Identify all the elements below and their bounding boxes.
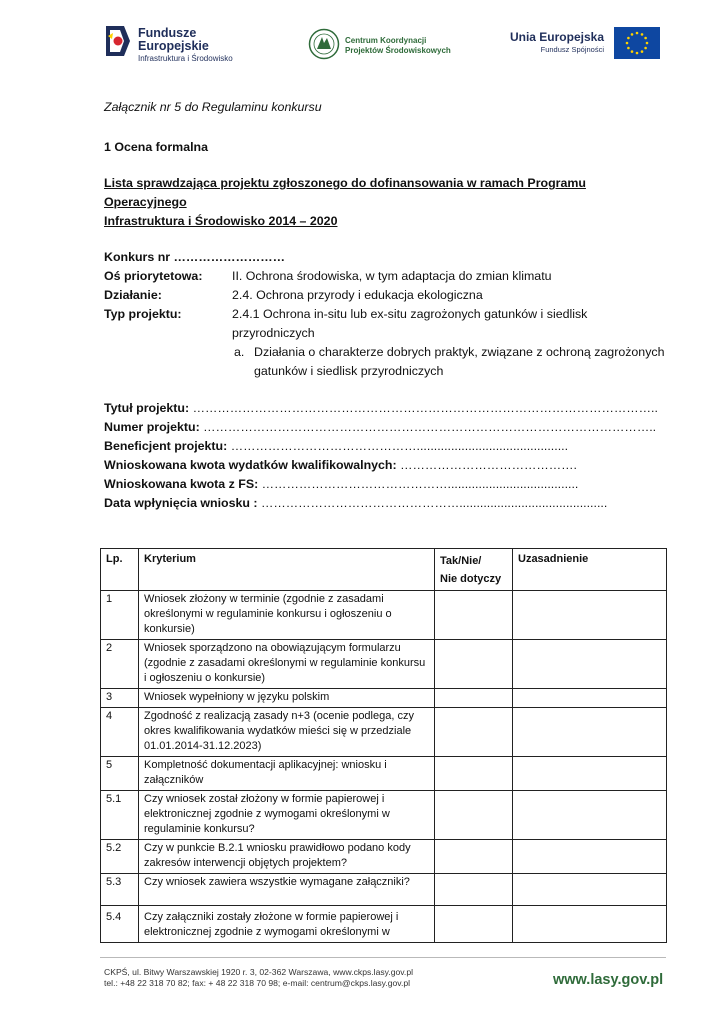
row-justification-cell[interactable] [513,840,667,874]
row-answer-cell[interactable] [435,906,513,943]
field-beneficjent-label: Beneficjent projektu: [104,439,228,453]
header-tak-nie [435,549,513,591]
table-header-row [101,549,667,591]
row-justification-cell[interactable] [513,640,667,689]
ue-subtitle: Fundusz Spójności [540,45,604,54]
eu-flag-icon [614,27,660,59]
footer-website-link[interactable]: www.lasy.gov.pl [553,972,664,988]
row-criterion: Wniosek sporządzono na obowiązującym formularzu (zgodnie z zasadami określonymi w regulaminie konkursu i ogłoszeniu o konkursie) [139,640,435,689]
header-tak-line-2: Nie dotyczy [440,573,502,585]
typ-label: Typ projektu: [104,307,182,321]
dzialanie-label: Działanie: [104,288,162,302]
table-row [101,689,667,708]
row-criterion: Czy wniosek został złożony w formie papierowej i elektronicznej zgodnie z wymogami określonymi w regulaminie konkursu? [139,791,435,840]
row-answer-cell[interactable] [435,840,513,874]
row-answer-cell[interactable] [435,689,513,708]
row-criterion: Wniosek złożony w terminie (zgodnie z zasadami określonymi w regulaminie konkursu i ogłoszeniu o konkursie) [139,591,435,640]
header-uzasadnienie: Uzasadnienie [513,549,667,591]
sub-item-text [254,343,664,381]
table-row [101,757,667,791]
field-kwota-fs-label: Wnioskowana kwota z FS: [104,477,259,491]
row-criterion: Kompletność dokumentacji aplikacyjnej: wniosku i załączników [139,757,435,791]
footer-line-1: CKPŚ, ul. Bitwy Warszawskiej 1920 r. 3, 02-362 Warszawa, www.ckps.lasy.gov.pl [104,967,414,977]
table-row [101,708,667,757]
field-numer-label: Numer projektu: [104,420,200,434]
fundusze-europejskie-logo [138,27,233,64]
fe-line-3: Infrastruktura i Środowisko [138,54,233,63]
row-answer-cell[interactable] [435,591,513,640]
sub-item-line-2: gatunków i siedlisk przyrodniczych [254,364,444,378]
row-lp: 2 [101,640,139,689]
row-lp: 5 [101,757,139,791]
table-row [101,906,667,943]
field-beneficjent [104,437,568,456]
os-value: II. Ochrona środowiska, w tym adaptacja do zmian klimatu [232,269,552,283]
header [0,0,725,80]
section-heading: 1 Ocena formalna [104,140,208,154]
table-row [101,840,667,874]
sub-item-marker: a. [234,345,245,359]
row-justification-cell[interactable] [513,591,667,640]
field-tytul [104,399,658,418]
fundusze-europejskie-flag-icon [104,22,134,60]
row-criterion: Wniosek wypełniony w języku polskim [139,689,435,708]
header-lp: Lp. [101,549,139,591]
ckps-line-2: Projektów Środowiskowych [345,46,451,55]
row-justification-cell[interactable] [513,757,667,791]
list-title-line-1: Lista sprawdzająca projektu zgłoszonego do dofinansowania w ramach Programu Operacyjnego [104,176,586,209]
dzialanie-value: 2.4. Ochrona przyrody i edukacja ekologiczna [232,288,483,302]
row-justification-cell[interactable] [513,708,667,757]
row-lp: 5.3 [101,874,139,906]
row-criterion: Zgodność z realizacją zasady n+3 (ocenie podlega, czy okres kwalifikowania wydatków mieści się w przedziale 01.01.2014-31.12.2023) [139,708,435,757]
row-lp: 4 [101,708,139,757]
row-justification-cell[interactable] [513,791,667,840]
field-numer [104,418,656,437]
table-row [101,791,667,840]
row-lp: 5.2 [101,840,139,874]
field-tytul-label: Tytuł projektu: [104,401,190,415]
row-lp: 3 [101,689,139,708]
header-tak-line-1: Tak/Nie/ [440,555,482,567]
unia-europejska-logo [500,30,604,56]
fe-line-1: Fundusze [138,26,197,40]
list-title [104,174,664,231]
konkurs-number: Konkurs nr ……………………… [104,250,286,264]
field-data [104,494,607,513]
typ-value-line-1: 2.4.1 Ochrona in-situ lub ex-situ zagrożonych gatunków i siedlisk [232,307,588,321]
table-row [101,591,667,640]
list-title-line-2: Infrastruktura i Środowisko 2014 – 2020 [104,214,338,228]
field-kwota-fs [104,475,578,494]
row-answer-cell[interactable] [435,640,513,689]
footer-address [104,967,413,989]
table-row [101,874,667,906]
ckps-line-1: Centrum Koordynacji [345,36,427,45]
field-kwota-label: Wnioskowana kwota wydatków kwalifikowalnych: [104,458,397,472]
field-data-label: Data wpłynięcia wniosku : [104,496,258,510]
row-criterion: Czy w punkcie B.2.1 wniosku prawidłowo podano kody zakresów interwencji objętych projektem? [139,840,435,874]
fe-line-2: Europejskie [138,39,209,53]
sub-item-line-1: Działania o charakterze dobrych praktyk, związane z ochroną zagrożonych [254,345,665,359]
field-beneficjent-dots: ………………………………………............................................ [227,439,569,453]
typ-value [232,305,587,343]
attachment-label: Załącznik nr 5 do Regulaminu konkursu [104,100,322,114]
field-numer-dots: ……………………………………………………………………………………………….. [199,420,657,434]
row-criterion: Czy wniosek zawiera wszystkie wymagane załączniki? [139,874,435,906]
field-kwota-fs-dots: ………………………………………...................................... [258,477,579,491]
row-criterion: Czy załączniki zostały złożone w formie papierowej i elektronicznej zgodnie z wymogami określonymi w [139,906,435,943]
field-tytul-dots: ………………………………………………………………………………………………….. [189,401,658,415]
typ-value-line-2: przyrodniczych [232,326,315,340]
row-answer-cell[interactable] [435,791,513,840]
ue-title: Unia Europejska [509,30,604,44]
row-answer-cell[interactable] [435,874,513,906]
row-answer-cell[interactable] [435,708,513,757]
footer-divider [100,957,666,958]
row-justification-cell[interactable] [513,906,667,943]
row-justification-cell[interactable] [513,689,667,708]
row-lp: 5.4 [101,906,139,943]
field-kwota [104,456,577,475]
row-justification-cell[interactable] [513,874,667,906]
row-lp: 5.1 [101,791,139,840]
header-kryterium: Kryterium [139,549,435,591]
table-row [101,640,667,689]
footer-line-2: tel.: +48 22 318 70 82; fax: + 48 22 318 70 98; e-mail: centrum@ckps.lasy.gov.pl [104,978,411,988]
row-lp: 1 [101,591,139,640]
os-label: Oś priorytetowa: [104,269,203,283]
field-kwota-dots: ……………………………………. [396,458,577,472]
criteria-table [100,548,667,943]
row-answer-cell[interactable] [435,757,513,791]
ckps-seal-icon [308,28,340,60]
ckps-logo-text [345,36,451,56]
field-data-dots: …………………………………………........................................... [257,496,608,510]
